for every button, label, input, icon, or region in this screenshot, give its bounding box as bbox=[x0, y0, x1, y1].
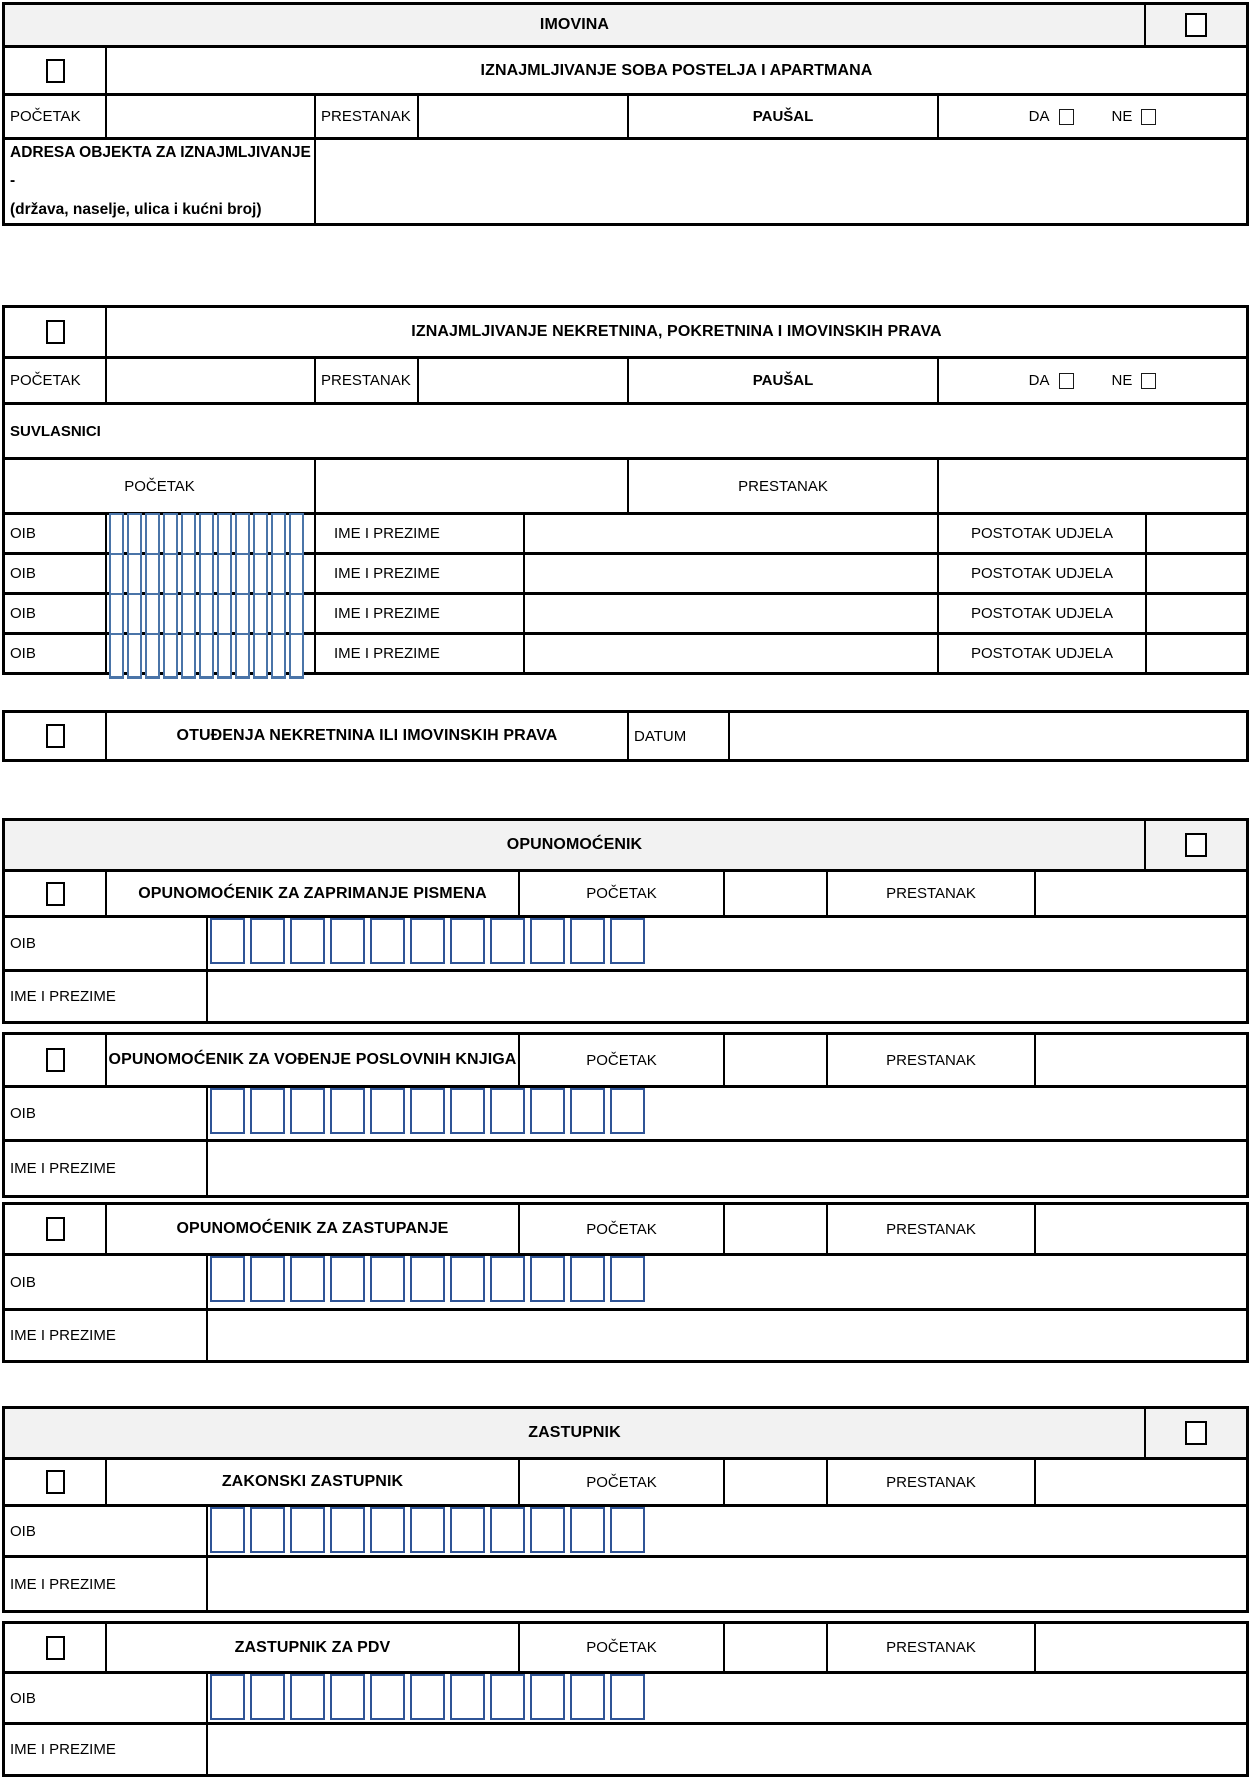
oib-label: OIB bbox=[10, 645, 36, 662]
opunomocenik-title-cell bbox=[5, 821, 1144, 869]
section-zastupnik-pdv bbox=[2, 1621, 1249, 1777]
pocetak-value-cell[interactable] bbox=[723, 1035, 826, 1085]
renting-rooms-checkbox-cell bbox=[5, 48, 105, 93]
section-otudjenja bbox=[2, 710, 1249, 762]
oib-digit-box[interactable] bbox=[610, 1256, 645, 1302]
oib-digit-box[interactable] bbox=[250, 1674, 285, 1720]
pocetak-label-cell bbox=[518, 1205, 723, 1253]
suvlasnik-row bbox=[5, 552, 1246, 592]
prestanak-value-cell[interactable] bbox=[1034, 872, 1246, 915]
ime-value-cell[interactable] bbox=[523, 555, 937, 592]
pocetak-column-header bbox=[5, 460, 314, 512]
pocetak-label: POČETAK bbox=[586, 1220, 657, 1238]
prestanak-label: PRESTANAK bbox=[886, 885, 976, 902]
oib-digit-box[interactable] bbox=[570, 1674, 605, 1720]
da-label: DA bbox=[1028, 108, 1050, 125]
opunomocenik-title: OPUNOMOĆENIK bbox=[506, 836, 643, 853]
pocetak-label: POČETAK bbox=[586, 1639, 657, 1656]
pocetak-label: POČETAK bbox=[586, 1473, 657, 1491]
oib-digit-box[interactable] bbox=[530, 918, 565, 964]
oib-boxes-cell bbox=[206, 1507, 1246, 1555]
oib-digit-box[interactable] bbox=[250, 918, 285, 964]
ime-row bbox=[5, 1555, 1246, 1610]
prestanak-label: PRESTANAK bbox=[321, 108, 411, 125]
ime-i-prezime-label: IME I PREZIME bbox=[10, 1575, 116, 1593]
oib-digit-box[interactable] bbox=[410, 1507, 445, 1553]
pocetak-label: POČETAK bbox=[10, 372, 81, 389]
zakonski-zastupnik-checkbox[interactable] bbox=[46, 1470, 65, 1494]
zastupanje-title: OPUNOMOĆENIK ZA ZASTUPANJE bbox=[176, 1220, 449, 1237]
prestanak-label-cell bbox=[826, 872, 1034, 915]
pocetak-label: POČETAK bbox=[124, 477, 195, 495]
oib-digit-box[interactable] bbox=[330, 1088, 365, 1134]
oib-boxes-cell bbox=[206, 918, 1246, 969]
renting-property-checkbox[interactable] bbox=[46, 320, 65, 344]
oib-digit-box[interactable] bbox=[490, 1256, 525, 1302]
oib-label: OIB bbox=[10, 935, 36, 952]
pocetak-label-cell bbox=[5, 359, 105, 402]
ime-label-cell bbox=[5, 972, 206, 1021]
zaprimanje-pismena-checkbox[interactable] bbox=[46, 882, 65, 906]
oib-row bbox=[5, 1504, 1246, 1555]
zastupnik-pdv-row bbox=[5, 1624, 1246, 1671]
ne-checkbox[interactable] bbox=[1141, 109, 1156, 125]
oib-digit-box[interactable] bbox=[250, 1507, 285, 1553]
block-title-cell bbox=[105, 1460, 518, 1504]
oib-digit-box[interactable] bbox=[370, 1674, 405, 1720]
zakonski-zastupnik-title: ZAKONSKI ZASTUPNIK bbox=[221, 1473, 404, 1490]
oib-digit-box[interactable] bbox=[253, 633, 268, 679]
renting-property-title-row bbox=[5, 308, 1246, 356]
oib-digit-box[interactable] bbox=[290, 918, 325, 964]
imovina-title-cell bbox=[5, 5, 1144, 45]
oib-digit-box[interactable] bbox=[370, 1088, 405, 1134]
oib-digit-box[interactable] bbox=[210, 918, 245, 964]
oib-digit-box[interactable] bbox=[530, 1507, 565, 1553]
ime-i-prezime-label: IME I PREZIME bbox=[334, 525, 440, 542]
renting-property-title: IZNAJMLJIVANJE NEKRETNINA, POKRETNINA I IMOVINSKIH PRAVA bbox=[411, 323, 942, 340]
oib-digit-box[interactable] bbox=[250, 1088, 285, 1134]
oib-row bbox=[5, 1253, 1246, 1308]
section-renting-property bbox=[2, 305, 1249, 675]
prestanak-label: PRESTANAK bbox=[886, 1051, 976, 1069]
opunomocenik-checkbox[interactable] bbox=[1185, 833, 1207, 857]
renting-rooms-title: IZNAJMLJIVANJE SOBA POSTELJA I APARTMANA bbox=[480, 61, 873, 79]
zastupnik-checkbox-cell bbox=[1144, 1409, 1246, 1457]
prestanak-value-cell[interactable] bbox=[937, 460, 1246, 512]
pocetak-value-cell[interactable] bbox=[723, 872, 826, 915]
zastupnik-header-row bbox=[5, 1409, 1246, 1457]
pocetak-label: POČETAK bbox=[10, 108, 81, 125]
pocetak-value-cell[interactable] bbox=[105, 96, 314, 137]
zastupanje-checkbox[interactable] bbox=[46, 1217, 65, 1241]
prestanak-label-cell bbox=[826, 1624, 1034, 1671]
section-opunomocenik-knjige bbox=[2, 1032, 1249, 1198]
oib-boxes-cell bbox=[105, 555, 314, 592]
oib-digit-box[interactable] bbox=[450, 1674, 485, 1720]
ime-i-prezime-label: IME I PREZIME bbox=[334, 565, 440, 582]
otudjenja-title: OTUĐENJA NEKRETNINA ILI IMOVINSKIH PRAVA bbox=[176, 727, 558, 744]
oib-digit-box[interactable] bbox=[610, 1507, 645, 1553]
imovina-checkbox-cell bbox=[1144, 5, 1246, 45]
oib-label-cell bbox=[5, 1507, 206, 1555]
postotak-label-cell bbox=[937, 555, 1145, 592]
oib-label: OIB bbox=[10, 1105, 36, 1122]
oib-digit-box[interactable] bbox=[271, 633, 286, 679]
oib-boxes-cell bbox=[206, 1088, 1246, 1139]
ime-row bbox=[5, 969, 1246, 1021]
prestanak-value-cell[interactable] bbox=[1034, 1460, 1246, 1504]
prestanak-value-cell[interactable] bbox=[417, 96, 627, 137]
ime-row bbox=[5, 1139, 1246, 1195]
ime-row bbox=[5, 1722, 1246, 1774]
ime-value-cell[interactable] bbox=[523, 595, 937, 632]
ime-value-cell[interactable] bbox=[206, 1558, 1246, 1610]
prestanak-value-cell[interactable] bbox=[1034, 1624, 1246, 1671]
postotak-udjela-label: POSTOTAK UDJELA bbox=[971, 645, 1113, 662]
block-checkbox-cell bbox=[5, 1035, 105, 1085]
opunomocenik-checkbox-cell bbox=[1144, 821, 1246, 869]
oib-digit-box[interactable] bbox=[289, 633, 304, 679]
pocetak-label: POČETAK bbox=[586, 885, 657, 902]
prestanak-label-cell bbox=[314, 359, 417, 402]
prestanak-label-cell bbox=[826, 1460, 1034, 1504]
ime-value-cell[interactable] bbox=[206, 1311, 1246, 1360]
oib-boxes-cell bbox=[105, 635, 314, 672]
oib-label: OIB bbox=[10, 565, 36, 582]
oib-row bbox=[5, 1671, 1246, 1722]
oib-digit-box[interactable] bbox=[210, 1507, 245, 1553]
oib-label: OIB bbox=[10, 525, 36, 542]
otudjenja-title-cell bbox=[105, 713, 627, 759]
address-label-cell bbox=[5, 140, 314, 223]
oib-digit-box[interactable] bbox=[290, 1507, 325, 1553]
suvlasnik-row bbox=[5, 632, 1246, 672]
postotak-udjela-label: POSTOTAK UDJELA bbox=[971, 525, 1113, 542]
datum-label-cell bbox=[627, 713, 728, 759]
oib-digit-box[interactable] bbox=[250, 1256, 285, 1302]
prestanak-label: PRESTANAK bbox=[738, 477, 828, 495]
ime-i-prezime-label: IME I PREZIME bbox=[334, 645, 440, 662]
prestanak-value-cell[interactable] bbox=[417, 359, 627, 402]
oib-digit-box[interactable] bbox=[210, 1256, 245, 1302]
ime-label-cell bbox=[314, 635, 523, 672]
pocetak-label: POČETAK bbox=[586, 1051, 657, 1069]
pausal-da-ne-cell bbox=[937, 359, 1246, 402]
postotak-value-cell[interactable] bbox=[1145, 555, 1246, 592]
zaprimanje-pismena-title: OPUNOMOĆENIK ZA ZAPRIMANJE PISMENA bbox=[138, 884, 487, 902]
oib-label-cell bbox=[5, 1256, 206, 1308]
pocetak-label-cell bbox=[518, 1460, 723, 1504]
oib-digit-box[interactable] bbox=[410, 1674, 445, 1720]
oib-digit-box[interactable] bbox=[145, 633, 160, 679]
ne-checkbox[interactable] bbox=[1141, 373, 1156, 389]
oib-digit-box[interactable] bbox=[290, 1256, 325, 1302]
zastupnik-checkbox[interactable] bbox=[1185, 1421, 1207, 1445]
block-title-cell bbox=[105, 1624, 518, 1671]
imovina-checkbox[interactable] bbox=[1185, 13, 1207, 37]
oib-digit-box[interactable] bbox=[450, 1507, 485, 1553]
oib-digit-boxes bbox=[210, 918, 645, 964]
prestanak-value-cell[interactable] bbox=[1034, 1205, 1246, 1253]
postotak-label-cell bbox=[937, 515, 1145, 552]
suvlasnik-row bbox=[5, 592, 1246, 632]
ime-label-cell bbox=[314, 595, 523, 632]
address-value-cell[interactable] bbox=[314, 140, 1246, 223]
ime-label-cell bbox=[5, 1725, 206, 1774]
ne-label: NE bbox=[1111, 108, 1133, 125]
oib-digit-box[interactable] bbox=[490, 1088, 525, 1134]
prestanak-label: PRESTANAK bbox=[886, 1473, 976, 1491]
da-checkbox[interactable] bbox=[1059, 109, 1074, 125]
imovina-title: IMOVINA bbox=[539, 16, 610, 33]
prestanak-label: PRESTANAK bbox=[886, 1220, 976, 1238]
oib-boxes-cell bbox=[105, 595, 314, 632]
oib-digit-box[interactable] bbox=[109, 633, 124, 679]
oib-digit-box[interactable] bbox=[163, 633, 178, 679]
suvlasnik-row bbox=[5, 512, 1246, 552]
renting-rooms-checkbox[interactable] bbox=[46, 59, 65, 83]
da-label: DA bbox=[1028, 372, 1050, 389]
suvlasnici-dates-header-row bbox=[5, 457, 1246, 512]
zastupnik-title: ZASTUPNIK bbox=[528, 1424, 621, 1441]
da-checkbox[interactable] bbox=[1059, 373, 1074, 389]
ime-label-cell bbox=[5, 1142, 206, 1195]
otudjenja-checkbox-cell bbox=[5, 713, 105, 759]
oib-label-cell bbox=[5, 555, 105, 592]
otudjenja-checkbox[interactable] bbox=[46, 724, 65, 748]
block-title-cell bbox=[105, 872, 518, 915]
oib-digit-box[interactable] bbox=[217, 633, 232, 679]
ime-i-prezime-label: IME I PREZIME bbox=[334, 605, 440, 622]
oib-label-cell bbox=[5, 515, 105, 552]
postotak-value-cell[interactable] bbox=[1145, 635, 1246, 672]
ime-value-cell[interactable] bbox=[523, 635, 937, 672]
ime-value-cell[interactable] bbox=[206, 972, 1246, 1021]
zastupnik-pdv-checkbox[interactable] bbox=[46, 1636, 65, 1660]
ime-label-cell bbox=[314, 555, 523, 592]
zastupanje-row bbox=[5, 1205, 1246, 1253]
oib-digit-box[interactable] bbox=[210, 1088, 245, 1134]
oib-digit-box[interactable] bbox=[530, 1256, 565, 1302]
block-title-cell bbox=[105, 1035, 518, 1085]
pocetak-label-cell bbox=[518, 872, 723, 915]
oib-digit-box[interactable] bbox=[330, 1256, 365, 1302]
oib-label: OIB bbox=[10, 1273, 36, 1291]
prestanak-label-cell bbox=[314, 96, 417, 137]
oib-digit-box[interactable] bbox=[530, 1674, 565, 1720]
ime-i-prezime-label: IME I PREZIME bbox=[10, 1160, 116, 1177]
oib-digit-box[interactable] bbox=[450, 918, 485, 964]
oib-row bbox=[5, 1085, 1246, 1139]
postotak-label-cell bbox=[937, 635, 1145, 672]
suvlasnici-row bbox=[5, 402, 1246, 457]
postotak-udjela-label: POSTOTAK UDJELA bbox=[971, 605, 1113, 622]
postotak-value-cell[interactable] bbox=[1145, 595, 1246, 632]
ime-value-cell[interactable] bbox=[206, 1725, 1246, 1774]
oib-label-cell bbox=[5, 595, 105, 632]
pausal-label-cell bbox=[627, 96, 937, 137]
oib-digit-box[interactable] bbox=[370, 1256, 405, 1302]
oib-digit-box[interactable] bbox=[290, 1088, 325, 1134]
oib-digit-boxes bbox=[109, 633, 304, 679]
oib-label-cell bbox=[5, 1088, 206, 1139]
otudjenja-row bbox=[5, 713, 1246, 759]
block-checkbox-cell bbox=[5, 1205, 105, 1253]
oib-digit-box[interactable] bbox=[370, 1507, 405, 1553]
ime-i-prezime-label: IME I PREZIME bbox=[10, 1327, 116, 1344]
oib-label-cell bbox=[5, 918, 206, 969]
renting-property-dates-row bbox=[5, 356, 1246, 402]
pocetak-value-cell[interactable] bbox=[314, 460, 627, 512]
oib-label: OIB bbox=[10, 605, 36, 622]
block-checkbox-cell bbox=[5, 1624, 105, 1671]
section-imovina bbox=[2, 2, 1249, 226]
ne-label: NE bbox=[1111, 372, 1133, 389]
zastupnik-pdv-title: ZASTUPNIK ZA PDV bbox=[234, 1638, 391, 1656]
oib-boxes-cell bbox=[206, 1256, 1246, 1308]
pocetak-label-cell bbox=[518, 1035, 723, 1085]
oib-digit-box[interactable] bbox=[570, 1088, 605, 1134]
block-title-cell bbox=[105, 1205, 518, 1253]
oib-digit-box[interactable] bbox=[570, 918, 605, 964]
oib-digit-box[interactable] bbox=[490, 1674, 525, 1720]
oib-digit-box[interactable] bbox=[370, 918, 405, 964]
pocetak-label-cell bbox=[518, 1624, 723, 1671]
prestanak-label-cell bbox=[826, 1035, 1034, 1085]
oib-digit-box[interactable] bbox=[490, 1507, 525, 1553]
suvlasnici-label-cell bbox=[5, 405, 1246, 457]
oib-label-cell bbox=[5, 1674, 206, 1722]
pocetak-value-cell[interactable] bbox=[105, 359, 314, 402]
oib-digit-box[interactable] bbox=[450, 1088, 485, 1134]
pocetak-value-cell[interactable] bbox=[723, 1624, 826, 1671]
oib-digit-boxes bbox=[210, 1088, 645, 1134]
renting-property-title-cell bbox=[105, 308, 1246, 356]
zakonski-zastupnik-row bbox=[5, 1457, 1246, 1504]
oib-digit-box[interactable] bbox=[210, 1674, 245, 1720]
address-row bbox=[5, 137, 1246, 223]
pocetak-value-cell[interactable] bbox=[723, 1205, 826, 1253]
oib-digit-box[interactable] bbox=[610, 1088, 645, 1134]
postotak-udjela-label: POSTOTAK UDJELA bbox=[971, 565, 1113, 582]
prestanak-label: PRESTANAK bbox=[321, 372, 411, 389]
oib-digit-box[interactable] bbox=[410, 1088, 445, 1134]
oib-digit-box[interactable] bbox=[410, 918, 445, 964]
oib-digit-boxes bbox=[210, 1507, 645, 1553]
oib-digit-box[interactable] bbox=[181, 633, 196, 679]
oib-digit-box[interactable] bbox=[199, 633, 214, 679]
zaprimanje-pismena-row bbox=[5, 869, 1246, 915]
oib-boxes-cell bbox=[206, 1674, 1246, 1722]
postotak-label-cell bbox=[937, 595, 1145, 632]
oib-digit-boxes bbox=[210, 1256, 645, 1302]
prestanak-label: PRESTANAK bbox=[886, 1639, 976, 1656]
block-checkbox-cell bbox=[5, 872, 105, 915]
section-opunomocenik-zastupanje bbox=[2, 1202, 1249, 1363]
renting-rooms-title-row bbox=[5, 45, 1246, 93]
ime-label-cell bbox=[5, 1558, 206, 1610]
opunomocenik-header-row bbox=[5, 821, 1246, 869]
prestanak-label-cell bbox=[826, 1205, 1034, 1253]
prestanak-value-cell[interactable] bbox=[1034, 1035, 1246, 1085]
section-zastupnik bbox=[2, 1406, 1249, 1613]
pocetak-label-cell bbox=[5, 96, 105, 137]
oib-digit-box[interactable] bbox=[235, 633, 250, 679]
oib-digit-box[interactable] bbox=[450, 1256, 485, 1302]
address-label-line2: (država, naselje, ulica i kućni broj) bbox=[10, 200, 262, 218]
oib-digit-box[interactable] bbox=[490, 918, 525, 964]
oib-digit-boxes bbox=[210, 1674, 645, 1720]
ime-i-prezime-label: IME I PREZIME bbox=[10, 988, 116, 1005]
ime-row bbox=[5, 1308, 1246, 1360]
pocetak-value-cell[interactable] bbox=[723, 1460, 826, 1504]
oib-digit-box[interactable] bbox=[330, 1507, 365, 1553]
zastupnik-title-cell bbox=[5, 1409, 1144, 1457]
oib-digit-box[interactable] bbox=[610, 1674, 645, 1720]
oib-digit-box[interactable] bbox=[410, 1256, 445, 1302]
renting-rooms-dates-row bbox=[5, 93, 1246, 137]
oib-digit-box[interactable] bbox=[290, 1674, 325, 1720]
oib-digit-box[interactable] bbox=[330, 1674, 365, 1720]
oib-digit-box[interactable] bbox=[330, 918, 365, 964]
datum-label: DATUM bbox=[634, 727, 687, 745]
ime-label-cell bbox=[5, 1311, 206, 1360]
vodjenje-knjiga-row bbox=[5, 1035, 1246, 1085]
pausal-label: PAUŠAL bbox=[752, 372, 814, 389]
prestanak-column-header bbox=[627, 460, 937, 512]
renting-rooms-title-cell bbox=[105, 48, 1246, 93]
ime-value-cell[interactable] bbox=[523, 515, 937, 552]
vodjenje-knjiga-title: OPUNOMOĆENIK ZA VOĐENJE POSLOVNIH KNJIGA bbox=[108, 1051, 517, 1068]
pausal-label-cell bbox=[627, 359, 937, 402]
renting-property-checkbox-cell bbox=[5, 308, 105, 356]
suvlasnici-label: SUVLASNICI bbox=[10, 422, 101, 440]
imovina-header-row bbox=[5, 5, 1246, 45]
oib-label: OIB bbox=[10, 1689, 36, 1707]
ime-label-cell bbox=[314, 515, 523, 552]
oib-digit-box[interactable] bbox=[570, 1507, 605, 1553]
pausal-label: PAUŠAL bbox=[752, 108, 814, 125]
oib-digit-box[interactable] bbox=[570, 1256, 605, 1302]
oib-digit-box[interactable] bbox=[127, 633, 142, 679]
oib-digit-box[interactable] bbox=[610, 918, 645, 964]
datum-value-cell[interactable] bbox=[728, 713, 1246, 759]
oib-row bbox=[5, 915, 1246, 969]
oib-boxes-cell bbox=[105, 515, 314, 552]
ime-value-cell[interactable] bbox=[206, 1142, 1246, 1195]
pausal-da-ne-cell bbox=[937, 96, 1246, 137]
block-checkbox-cell bbox=[5, 1460, 105, 1504]
oib-digit-box[interactable] bbox=[530, 1088, 565, 1134]
postotak-value-cell[interactable] bbox=[1145, 515, 1246, 552]
oib-label-cell bbox=[5, 635, 105, 672]
address-label-line1: ADRESA OBJEKTA ZA IZNAJMLJIVANJE - bbox=[10, 143, 311, 190]
section-opunomocenik bbox=[2, 818, 1249, 1024]
ime-i-prezime-label: IME I PREZIME bbox=[10, 1741, 116, 1758]
oib-label: OIB bbox=[10, 1522, 36, 1540]
vodjenje-knjiga-checkbox[interactable] bbox=[46, 1048, 65, 1072]
